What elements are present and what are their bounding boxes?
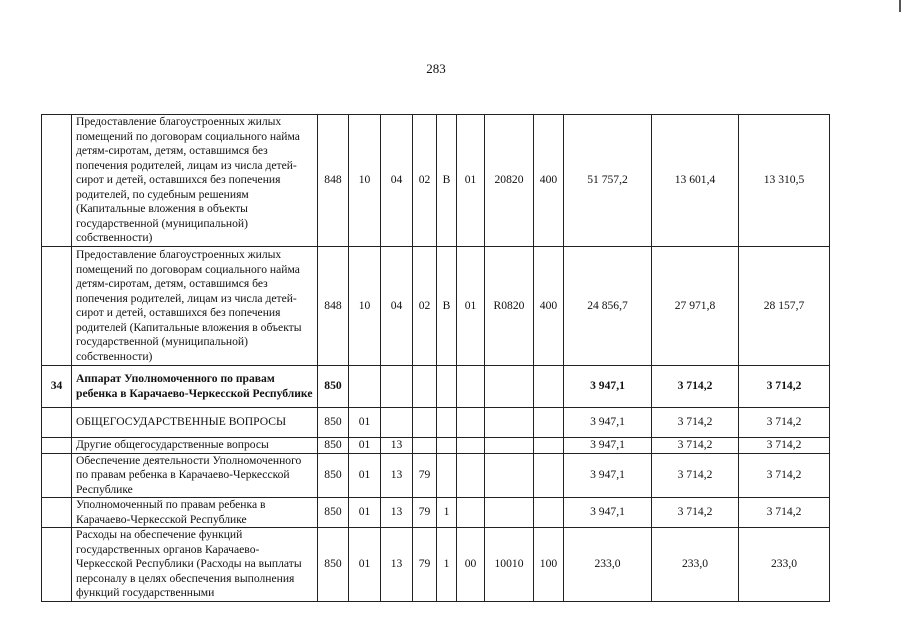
code-program (413, 366, 437, 408)
amount-year-1: 3 947,1 (564, 408, 652, 438)
code-subsection: 04 (381, 247, 413, 366)
amount-year-2: 3 714,2 (652, 408, 739, 438)
code-direction (485, 408, 534, 438)
code-subsection: 04 (381, 115, 413, 247)
row-number (42, 438, 72, 454)
table-row (42, 115, 830, 247)
page-number: 283 (426, 61, 446, 76)
row-name: Предоставление благоустроенных жилых помещений по договорам социального найма детям-сиротам, детям, оставшимся без попечения родителей, лицам из числа детей-сирот и детей, оставшихся без попечения родителей, по судебным решениям (Капитальные вложения в объекты государственной (муниципальной) собственности) (72, 115, 318, 247)
code-main-activity (457, 498, 485, 528)
amount-year-2: 13 601,4 (652, 115, 739, 247)
row-name: Расходы на обеспечение функций государственных органов Карачаево-Черкесской Республики (Расходы на выплаты персоналу в целях обеспечения выполнения функций государственными (72, 528, 318, 602)
amount-year-2: 3 714,2 (652, 438, 739, 454)
code-direction: 10010 (485, 528, 534, 602)
code-program (413, 438, 437, 454)
code-main-activity (457, 453, 485, 498)
row-number (42, 498, 72, 528)
amount-year-1: 24 856,7 (564, 247, 652, 366)
code-subsection: 13 (381, 438, 413, 454)
code-main-activity: 00 (457, 528, 485, 602)
code-subsection: 13 (381, 453, 413, 498)
row-name: Аппарат Уполномоченного по правам ребенка в Карачаево-Черкесской Республике (72, 366, 318, 408)
amount-year-1: 3 947,1 (564, 438, 652, 454)
code-expense-type (534, 408, 564, 438)
code-subprogram (437, 366, 457, 408)
code-direction: R0820 (485, 247, 534, 366)
amount-year-1: 3 947,1 (564, 366, 652, 408)
code-main-activity: 01 (457, 247, 485, 366)
table-row (42, 408, 830, 438)
code-section: 10 (349, 115, 381, 247)
amount-year-2: 3 714,2 (652, 498, 739, 528)
code-expense-type (534, 438, 564, 454)
row-number (42, 115, 72, 247)
code-ministry: 848 (318, 247, 349, 366)
code-main-activity: 01 (457, 115, 485, 247)
amount-year-3: 28 157,7 (739, 247, 830, 366)
row-name: ОБЩЕГОСУДАРСТВЕННЫЕ ВОПРОСЫ (72, 408, 318, 438)
amount-year-3: 3 714,2 (739, 366, 830, 408)
code-section: 01 (349, 528, 381, 602)
code-subsection (381, 408, 413, 438)
amount-year-1: 233,0 (564, 528, 652, 602)
code-subprogram: В (437, 247, 457, 366)
table-row (42, 453, 830, 498)
code-direction (485, 366, 534, 408)
code-ministry: 848 (318, 115, 349, 247)
code-section: 10 (349, 247, 381, 366)
code-subprogram: 1 (437, 498, 457, 528)
code-expense-type (534, 366, 564, 408)
code-main-activity (457, 366, 485, 408)
table-row (42, 247, 830, 366)
code-section: 01 (349, 408, 381, 438)
code-main-activity (457, 408, 485, 438)
code-section: 01 (349, 498, 381, 528)
row-number: 34 (42, 366, 72, 408)
code-program: 02 (413, 247, 437, 366)
code-ministry: 850 (318, 366, 349, 408)
amount-year-3: 3 714,2 (739, 408, 830, 438)
code-program (413, 408, 437, 438)
code-subprogram: 1 (437, 528, 457, 602)
code-expense-type: 400 (534, 247, 564, 366)
code-ministry: 850 (318, 528, 349, 602)
code-direction (485, 453, 534, 498)
row-name: Предоставление благоустроенных жилых помещений по договорам социального найма детям-сиротам, детям, оставшимся без попечения родителей, лицам из числа детей-сирот и детей, оставшихся без попечения родителей (Капитальные вложения в объекты государственной (муниципальной) собственности) (72, 247, 318, 366)
row-number (42, 247, 72, 366)
code-subsection (381, 366, 413, 408)
code-ministry: 850 (318, 453, 349, 498)
amount-year-3: 3 714,2 (739, 438, 830, 454)
scan-corner-mark (899, 0, 901, 12)
code-expense-type: 100 (534, 528, 564, 602)
amount-year-2: 233,0 (652, 528, 739, 602)
code-subsection: 13 (381, 498, 413, 528)
code-subprogram (437, 453, 457, 498)
table-row (42, 528, 830, 602)
code-section (349, 366, 381, 408)
row-number (42, 453, 72, 498)
code-direction (485, 498, 534, 528)
amount-year-1: 3 947,1 (564, 453, 652, 498)
code-direction (485, 438, 534, 454)
table-row (42, 498, 830, 528)
code-ministry: 850 (318, 498, 349, 528)
code-subprogram (437, 438, 457, 454)
code-program: 02 (413, 115, 437, 247)
row-name: Другие общегосударственные вопросы (72, 438, 318, 454)
code-ministry: 850 (318, 408, 349, 438)
table-row (42, 438, 830, 454)
amount-year-2: 3 714,2 (652, 366, 739, 408)
amount-year-3: 3 714,2 (739, 453, 830, 498)
code-subprogram (437, 408, 457, 438)
code-expense-type (534, 453, 564, 498)
amount-year-2: 27 971,8 (652, 247, 739, 366)
code-expense-type (534, 498, 564, 528)
amount-year-3: 233,0 (739, 528, 830, 602)
code-ministry: 850 (318, 438, 349, 454)
amount-year-3: 13 310,5 (739, 115, 830, 247)
amount-year-1: 3 947,1 (564, 498, 652, 528)
code-main-activity (457, 438, 485, 454)
row-number (42, 408, 72, 438)
budget-table (41, 114, 830, 602)
row-name: Обеспечение деятельности Уполномоченного по правам ребенка в Карачаево-Черкесской Республике (72, 453, 318, 498)
row-number (42, 528, 72, 602)
code-expense-type: 400 (534, 115, 564, 247)
amount-year-3: 3 714,2 (739, 498, 830, 528)
table-row (42, 366, 830, 408)
code-section: 01 (349, 438, 381, 454)
table-body (42, 115, 830, 602)
code-program: 79 (413, 528, 437, 602)
code-section: 01 (349, 453, 381, 498)
amount-year-2: 3 714,2 (652, 453, 739, 498)
amount-year-1: 51 757,2 (564, 115, 652, 247)
code-subprogram: В (437, 115, 457, 247)
row-name: Уполномоченный по правам ребенка в Карачаево-Черкесской Республике (72, 498, 318, 528)
code-program: 79 (413, 498, 437, 528)
code-direction: 20820 (485, 115, 534, 247)
code-program: 79 (413, 453, 437, 498)
code-subsection: 13 (381, 528, 413, 602)
